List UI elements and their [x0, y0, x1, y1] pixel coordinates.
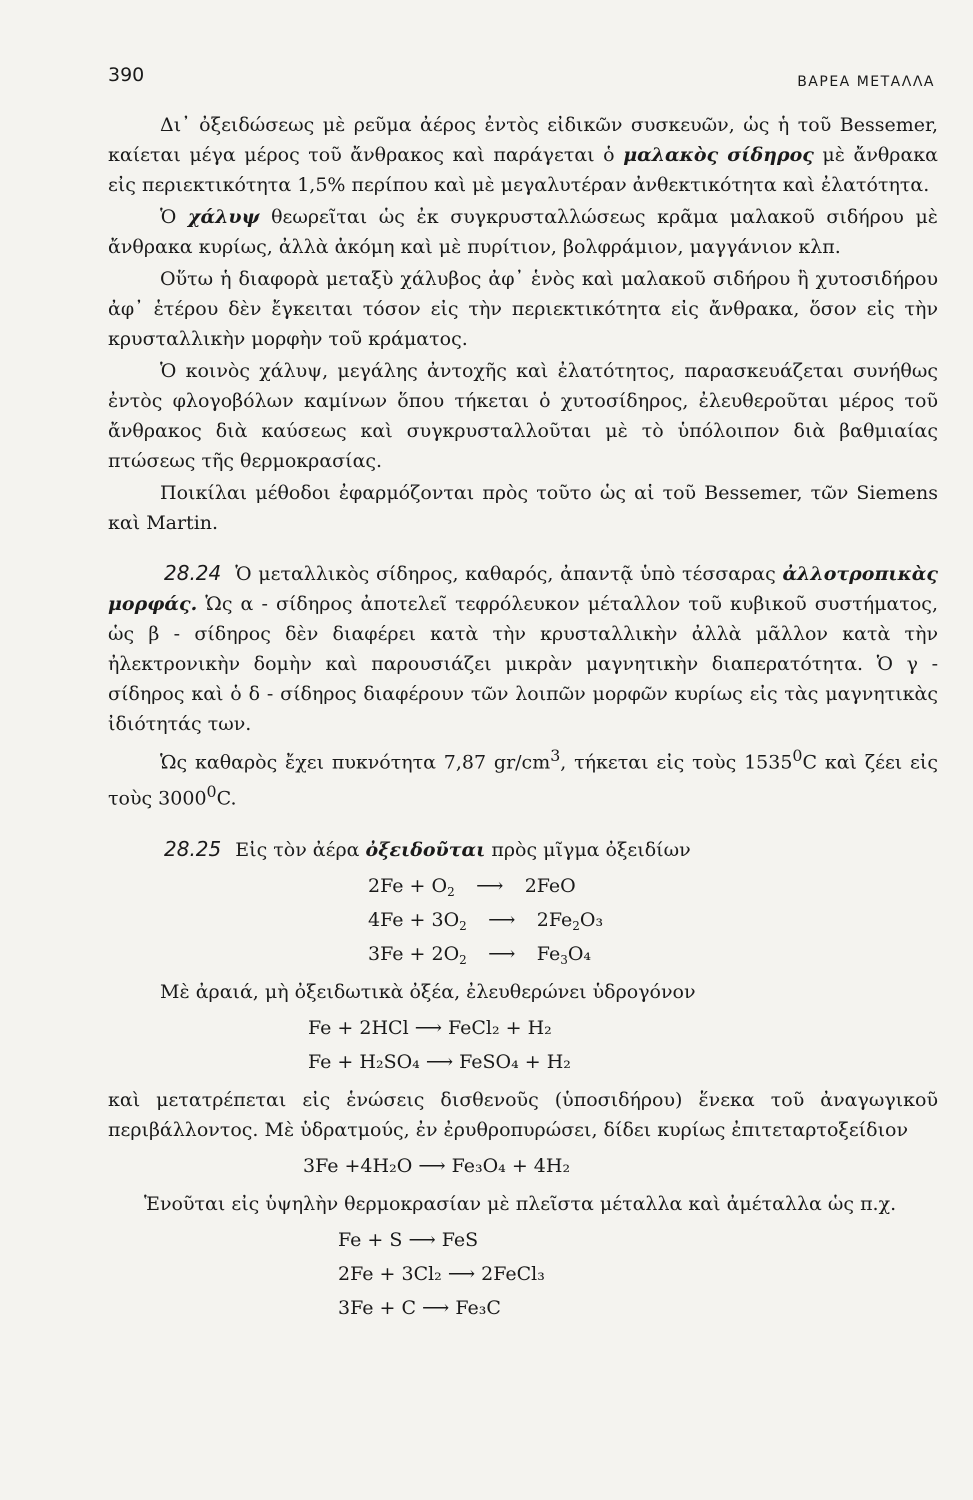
term-steel: χάλυψ: [187, 206, 260, 228]
section-28-25: [108, 834, 938, 865]
equation: 3Fe +4H₂O ⟶ Fe₃O₄ + 4H₂: [303, 1154, 571, 1177]
equation: 3Fe + C ⟶ Fe₃C: [338, 1296, 501, 1319]
section-number: 28.25: [164, 836, 222, 861]
paragraph-steel-difference: Οὕτω ἡ διαφορὰ μεταξὺ χάλυβος ἀφ᾽ ἑνὸς καὶ μαλακοῦ σιδήρου ἢ χυτοσιδήρου ἀφ᾽ ἑτέρου δὲν ἔγκειται τόσον εἰς τὴν περιεκτικότητα εἰς ἄνθρακα, ὅσον εἰς τὴν κρυσταλλικὴν μορφὴν τοῦ κράματος.: [108, 268, 938, 350]
subscript: 2: [459, 952, 467, 967]
term-soft-iron: μαλακὸς σίδηρος: [623, 144, 814, 166]
subscript: 2: [572, 918, 580, 933]
text-run: Εἰς τὸν ἀέρα: [235, 838, 366, 861]
page-header: [108, 60, 935, 90]
oxide-equations: [108, 869, 938, 971]
eq-term: O₃: [579, 908, 604, 931]
equation: $4Fe + 3O_2$ ⟶ $2Fe_2O_3$: [108, 903, 938, 937]
equation: Fe + H₂SO₄ ⟶ FeSO₄ + H₂: [308, 1050, 571, 1073]
superscript: 0: [792, 746, 803, 765]
text-run: πρὸς μῖγμα ὀξειδίων: [485, 838, 691, 861]
nonmetal-equations: [108, 1223, 938, 1325]
subscript: 2: [447, 884, 455, 899]
text-run: , τήκεται εἰς τοὺς 1535: [560, 751, 793, 774]
text-run: θεωρεῖται ὡς ἐκ συγκρυσταλλώσεως κρᾶμα μαλακοῦ σιδήρου μὲ ἄνθρακα κυρίως, ἀλλὰ ἀκόμη καὶ μὲ πυρίτιον, βολφράμιον, μαγγάνιον κλπ.: [108, 206, 938, 258]
arrow-icon: ⟶: [488, 908, 516, 931]
text-run: Ὡς καθαρὸς ἔχει πυκνότητα 7,87 gr/cm: [160, 751, 551, 774]
equation: $2Fe + O_2$ ⟶ 2FeO: [108, 869, 938, 903]
subscript: 3: [560, 952, 568, 967]
text-run: Ὁ μεταλλικὸς σίδηρος, καθαρός, ἀπαντᾷ ὑπὸ τέσσαρας: [235, 563, 783, 585]
arrow-icon: ⟶: [488, 942, 516, 965]
paragraph-methods: Ποικίλαι μέθοδοι ἐφαρμόζονται πρὸς τοῦτο ὡς αἱ τοῦ Bessemer, τῶν Siemens καὶ Martin.: [108, 482, 938, 534]
arrow-icon: ⟶: [476, 874, 504, 897]
eq-term: 4Fe: [368, 908, 404, 931]
paragraph-acids: Μὲ ἀραιά, μὴ ὀξειδωτικὰ ὀξέα, ἐλευθερώνει ὑδρογόνον: [160, 980, 696, 1003]
text-run: Ὁ: [160, 206, 188, 228]
paragraph-nonmetals: Ἑνοῦται εἰς ὑψηλὴν θερμοκρασίαν μὲ πλεῖστα μέταλλα καὶ ἀμέταλλα ὡς π.χ.: [144, 1192, 897, 1215]
term-allotropic: ἀλλοτροπικὰς μορφάς.: [108, 563, 938, 615]
paragraph-common-steel: Ὁ κοινὸς χάλυψ, μεγάλης ἀντοχῆς καὶ ἐλατότητος, παρασκευάζεται συνήθως ἐντὸς φλογοβόλων καμίνων ὅπου τήκεται ὁ χυτοσίδηρος, ἐλευθεροῦται μέρος τοῦ ἄνθρακος διὰ καύσεως καὶ συγκρυσταλλοῦται μὲ τὸ ὑπόλοιπον διὰ βαθμιαίας πτώσεως τῆς θερμοκρασίας.: [108, 360, 938, 472]
steam-equation: [108, 1149, 938, 1183]
section-28-24: [108, 558, 938, 739]
eq-term: 2Fe: [368, 874, 404, 897]
text-run: Δι᾽ ὀξειδώσεως μὲ ρεῦμα ἀέρος ἐντὸς εἰδικῶν συσκευῶν, ὡς ἡ τοῦ Bessemer, καίεται μέγα μέρος τοῦ ἄνθρακος καὶ παράγεται ὁ: [108, 114, 938, 166]
equation: 2Fe + 3Cl₂ ⟶ 2FeCl₃: [338, 1262, 545, 1285]
eq-term: 2O: [431, 942, 460, 965]
paragraph-ferrous: καὶ μετατρέπεται εἰς ἑνώσεις δισθενοῦς (ὑποσιδήρου) ἕνεκα τοῦ ἀναγωγικοῦ περιβάλλοντος. Μὲ ὑδρατμούς, ἐν ἐρυθροπυρώσει, δίδει κυρίως ἐπιτεταρτοξείδιον: [108, 1088, 938, 1141]
paragraph-soft-iron: [108, 110, 938, 200]
running-title: ΒΑΡΕΑ ΜΕΤΑΛΛΑ: [797, 74, 935, 90]
acid-equations: [108, 1011, 938, 1079]
eq-term: O₄: [567, 942, 592, 965]
text-run: Ὡς α - σίδηρος ἀποτελεῖ τεφρόλευκον μέταλλον τοῦ κυβικοῦ συστήματος, ὡς β - σίδηρος δὲν διαφέρει κατὰ τὴν κρυσταλλικὴν ἀλλὰ μᾶλλον κατὰ τὴν ἠλεκτρονικὴν δομὴν καὶ παρουσιάζει μικρὰν μαγνητικὴν διαπερατότητα. Ὁ γ - σίδηρος καὶ ὁ δ - σίδηρος διαφέρουν τῶν λοιπῶν μορφῶν κυρίως εἰς τὰς μαγνητικὰς ἰδιότητάς των.: [108, 593, 938, 735]
eq-term: Fe: [536, 942, 561, 965]
equation: $3Fe + 2O_2$ ⟶ $Fe_3O_4$: [108, 937, 938, 971]
term-oxidizes: ὀξειδοῦται: [365, 838, 486, 861]
text-run: μὲ ἄνθρακα εἰς περιεκτικότητα 1,5% περίπου καὶ μὲ μεγαλυτέραν ἀνθεκτικότητα καὶ ἐλατότητα.: [108, 144, 939, 196]
superscript: 0: [206, 782, 217, 802]
text-run: C καὶ ζέει εἰς τοὺς 3000: [108, 751, 938, 810]
text-run: C.: [216, 787, 237, 810]
subscript: 2: [459, 918, 467, 933]
eq-term: 2FeO: [524, 874, 576, 897]
eq-term: 3O: [431, 908, 460, 931]
paragraph-density: [108, 741, 938, 814]
section-number: 28.24: [164, 561, 222, 585]
page-body: [108, 110, 938, 1331]
eq-term: 2Fe: [536, 908, 573, 931]
eq-term: 3Fe: [368, 942, 404, 965]
page-number: 390: [108, 64, 145, 86]
superscript: 3: [550, 746, 561, 765]
equation: Fe + S ⟶ FeS: [338, 1228, 479, 1251]
eq-term: O: [431, 874, 448, 897]
paragraph-steel-definition: [108, 202, 938, 262]
equation: Fe + 2HCl ⟶ FeCl₂ + H₂: [308, 1016, 552, 1039]
